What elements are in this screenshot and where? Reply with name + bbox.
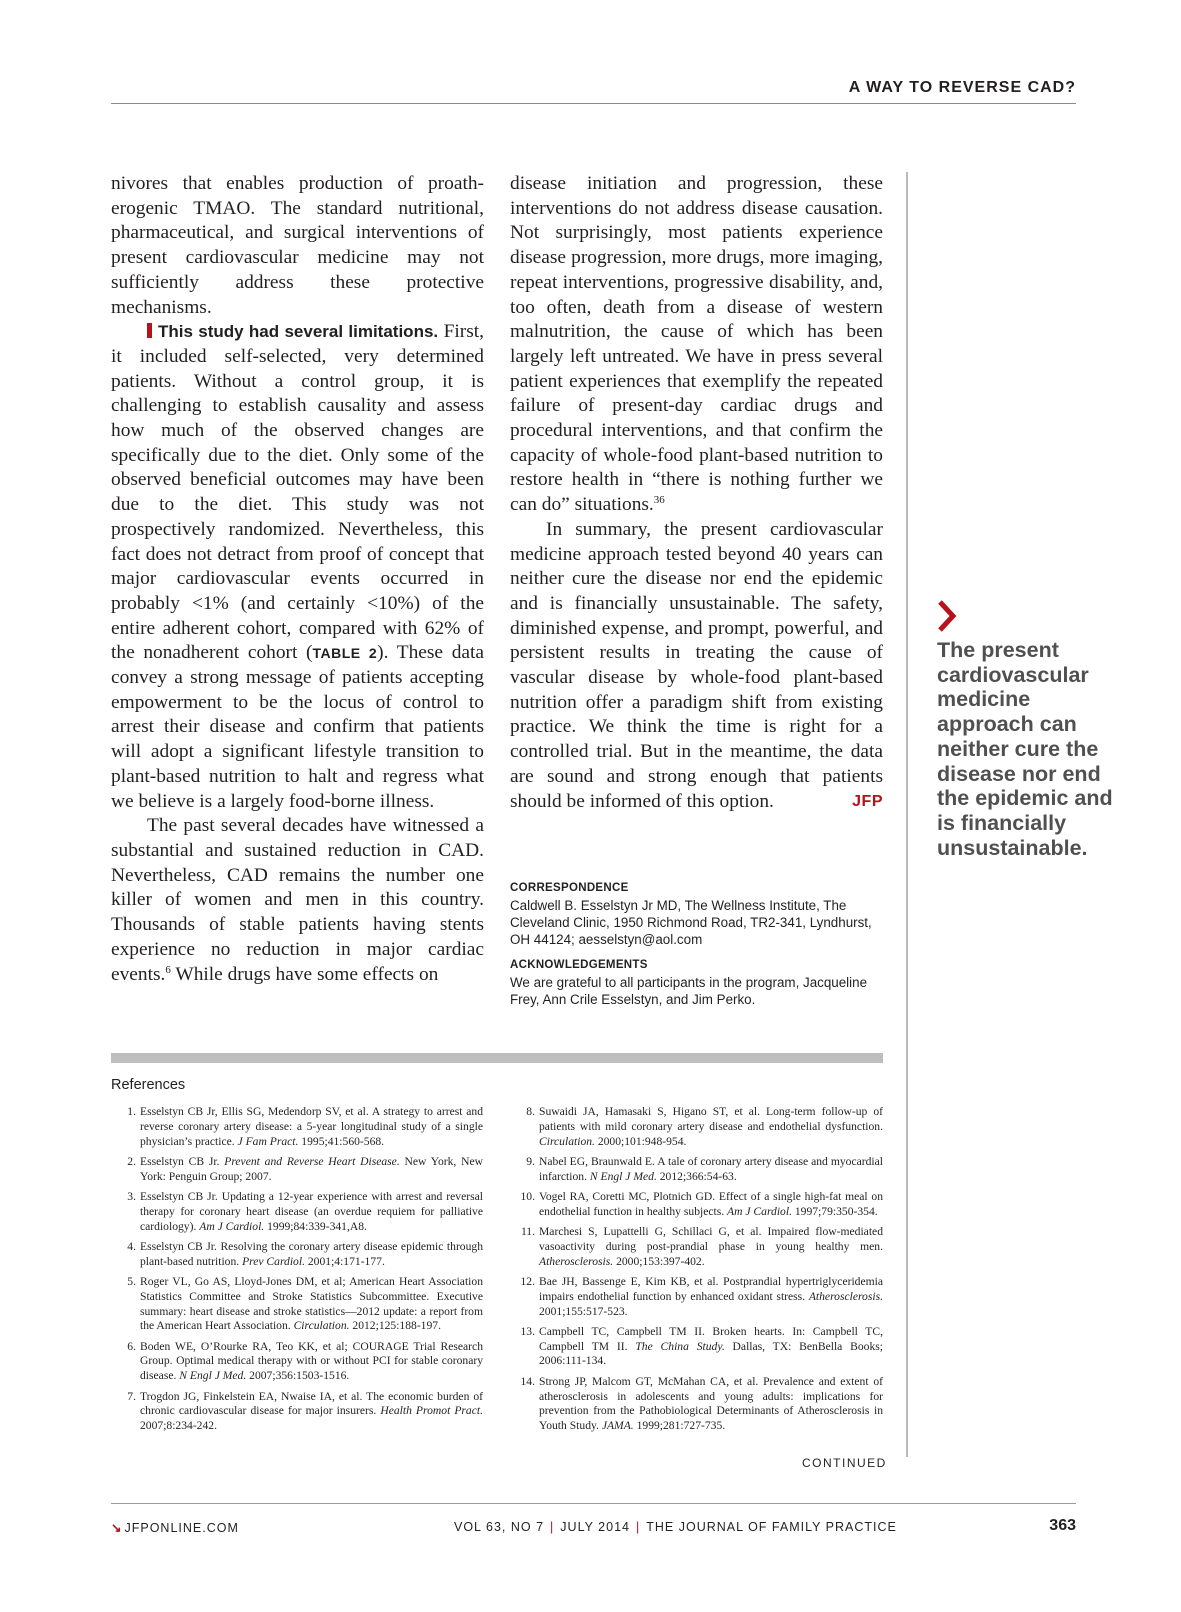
acknowledgements-text: We are grateful to all participants in the program, Jacqueline Frey, Ann Crile Esselstyn, and Jim Perko. [510,975,868,1007]
references-divider [111,1053,883,1063]
reference-item: 8. Suwaidi JA, Hamasaki S, Higano ST, et al. Long-term follow-up of patients with mild coronary artery disease and endothelial dysfunction. Circulation. 2000;101:948-954. [510,1105,883,1149]
reference-number: 2. [127,1154,136,1168]
reference-number: 3. [127,1189,136,1203]
correspondence-heading: CORRESPONDENCE [510,882,629,894]
paragraph: nivores that enables production of proatherogenic TMAO. The standard nutritional, pharmaceutical, and surgical interventions of present cardiovascular medicine may not sufficiently address these protective mechanisms. [111,173,484,318]
body-column-1 [111,172,484,987]
reference-item: 5. Roger VL, Go AS, Lloyd-Jones DM, et al; American Heart Association Statistics Committee and Stroke Statistics Subcommittee. Executive summary: heart disease and stroke statistics—2012 update: a report from the American Heart Association. Circulation. 2012;125:188-197. [111,1275,483,1334]
paragraph-limitations: This study had several limitations. First, it included self-selected, very determined patients. Without a control group, it is challenging to establish causality and assess how much of the observed changes are specifically due to the diet. Only some of the observed beneficial outcomes may have been due to the diet. This study was not prospectively randomized. Nevertheless, this fact does not detract from proof of concept that major cardiovascular events occurred in probably <1% (and certainly <10%) of the entire adherent cohort, compared with 62% of the nonadherent cohort (TABLE 2). These data convey a strong message of patients accepting empowerment to be the locus of control to arrest their disease and confirm that patients will adopt a significant lifestyle transition to plant-based nutrition to halt and regress what we believe is a largely food-borne illness. [111,321,484,812]
separator: | [636,1520,641,1534]
section-marker-icon [147,323,152,338]
reference-number: 9. [526,1154,535,1168]
header-rule [111,103,1076,104]
journal-title: N Engl J Med. [589,1169,657,1183]
table-reference-link[interactable]: TABLE 2 [312,645,378,662]
reference-item: 12. Bae JH, Bassenge E, Kim KB, et al. Postprandial hypertriglyceridemia impairs endothelial function by enhanced oxidant stress. Atherosclerosis. 2001;155:517-523. [510,1275,883,1319]
reference-number: 8. [526,1105,535,1118]
body-column-2 [510,172,883,814]
pull-quote: The present cardiovascular medicine approach can neither cure the disease nor end the epidemic and is financially unsustainable. [937,638,1113,860]
journal-title: Prevent and Reverse Heart Disease. [224,1154,400,1168]
paragraph: disease initiation and progression, these interventions do not address disease causation. Not surprisingly, most patients experience disease progression, more drugs, more imaging, repeat interventions, progressive disability, and, too often, death from a disease of western malnutrition, the cause of which has been largely left untreated. We have in press several patient experiences that exemplify the repeated failure of present-day cardiac drugs and procedural interventions, and that confirm the capacity of whole-food plant-based nutrition to restore health in “there is nothing further we can do” situations.$^{36}$ [510,173,883,516]
reference-number: 12. [520,1274,535,1288]
footer-rule [111,1503,1076,1504]
journal-title: J Fam Pract. [237,1134,299,1148]
reference-number: 7. [127,1389,136,1403]
lead-in: This study had several limitations. [158,322,439,342]
reference-number: 11. [520,1225,535,1239]
journal-title: Am J Cardiol. [727,1204,792,1218]
reference-item: 6. Boden WE, O’Rourke RA, Teo KK, et al; COURAGE Trial Research Group. Optimal medical therapy with or without PCI for stable coronary disease. N Engl J Med. 2007;356:1503-1516. [111,1340,483,1384]
reference-number: 13. [520,1324,535,1338]
reference-item: 1. Esselstyn CB Jr, Ellis SG, Medendorp SV, et al. A strategy to arrest and reverse coronary artery disease: a 5-year longitudinal study of a single physician’s practice. J Fam Pract. 1995;41:560-568. [111,1105,483,1149]
acknowledgements [510,957,883,1008]
journal-title: Atherosclerosis. [539,1254,614,1268]
reference-number: 14. [520,1374,535,1388]
reference-item: 3. Esselstyn CB Jr. Updating a 12-year experience with arrest and reversal therapy for coronary heart disease (an overdue requiem for palliative cardiology). Am J Cardiol. 1999;84:339-341,A8. [111,1190,483,1234]
footer-issue-info: VOL 63, NO 7 | JULY 2014 | THE JOURNAL OF FAMILY PRACTICE [454,1520,897,1534]
journal-title: N Engl J Med. [179,1369,247,1383]
page-number: 363 [1049,1517,1076,1534]
reference-item: 10. Vogel RA, Coretti MC, Plotnich GD. Effect of a single high-fat meal on endothelial function in healthy subjects. Am J Cardiol. 1997;79:350-354. [510,1190,883,1220]
journal-title: JAMA. [601,1419,634,1433]
journal-title: Prev Cardiol. [242,1254,305,1268]
references-list-right [510,1105,883,1439]
running-head: A WAY TO REVERSE CAD? [848,79,1076,96]
reference-item: 14. Strong JP, Malcom GT, McMahan CA, et al. Prevalence and extent of atherosclerosis in adolescents and young adults: implications for prevention from the Pathobiological Determinants of Atherosclerosis in Youth Study. JAMA. 1999;281:727-735. [510,1375,883,1434]
journal-title: The China Study. [635,1339,725,1353]
citation-superscript: 36 [653,494,665,507]
reference-item: 11. Marchesi S, Lupattelli G, Schillaci G, et al. Impaired flow-mediated vasoactivity during post-prandial phase in young healthy men. Atherosclerosis. 2000;153:397-402. [510,1225,883,1269]
journal-title: Am J Cardiol. [199,1219,265,1233]
footer-site-link[interactable]: ↘ JFPONLINE.COM [111,1521,239,1535]
separator: | [550,1520,555,1534]
references-list-left [111,1105,483,1439]
reference-item: 4. Esselstyn CB Jr. Resolving the coronary artery disease epidemic through plant-based nutrition. Prev Cardiol. 2001;4:171-177. [111,1240,483,1270]
arrow-down-right-icon: ↘ [111,1521,123,1535]
chevron-right-icon [937,599,957,638]
citation-superscript: 6 [165,963,171,976]
jfp-end-mark: JFP [852,792,883,810]
reference-item: 9. Nabel EG, Braunwald E. A tale of coronary artery disease and myocardial infarction. N Engl J Med. 2012;366:54-63. [510,1155,883,1185]
reference-number: 10. [520,1189,535,1203]
acknowledgements-heading: ACKNOWLEDGEMENTS [510,959,648,971]
references-title: References [111,1077,186,1093]
paragraph: The past several decades have witnessed a substantial and sustained reduction in CAD. Nevertheless, CAD remains the number one killer of women and men in this country. Thousands of stable patients having stents experience no reduction in major cardiac events.$^6$ While drugs have some effects on [111,815,484,985]
continued-label: CONTINUED [802,1456,887,1470]
reference-number: 6. [127,1339,136,1353]
journal-title: Circulation. [539,1134,595,1148]
correspondence [510,880,883,948]
sidebar-rule [906,172,908,1457]
journal-title: Health Promot Pract. [380,1404,483,1418]
reference-number: 4. [127,1239,136,1253]
correspondence-text: Caldwell B. Esselstyn Jr MD, The Wellness Institute, The Cleveland Clinic, 1950 Richmond Road, TR2-341, Lyndhurst, OH 44124; aesselstyn@aol.com [510,898,872,947]
reference-number: 5. [127,1274,136,1288]
journal-title: Circulation. [293,1319,350,1333]
journal-title: Atherosclerosis. [808,1289,883,1303]
paragraph-summary: In summary, the present cardiovascular medicine approach tested beyond 40 years can neither cure the disease nor end the epidemic and is financially unsustainable. The safety, diminished expense, and prompt, powerful, and persistent results in treating the cause of vascular disease by whole-food plant-based nutrition offer a paradigm shift from existing practice. We think the time is right for a controlled trial. But in the meantime, the data are sound and strong enough that patients should be informed of this option. JFP [510,518,883,814]
reference-item: 2. Esselstyn CB Jr. Prevent and Reverse Heart Disease. New York, New York: Penguin Group; 2007. [111,1155,483,1185]
reference-item: 13. Campbell TC, Campbell TM II. Broken hearts. In: Campbell TC, Campbell TM II. The China Study. Dallas, TX: BenBella Books; 2006:111-134. [510,1325,883,1369]
reference-number: 1. [127,1105,136,1118]
reference-item: 7. Trogdon JG, Finkelstein EA, Nwaise IA, et al. The economic burden of chronic cardiovascular disease for major insurers. Health Promot Pract. 2007;8:234-242. [111,1390,483,1434]
